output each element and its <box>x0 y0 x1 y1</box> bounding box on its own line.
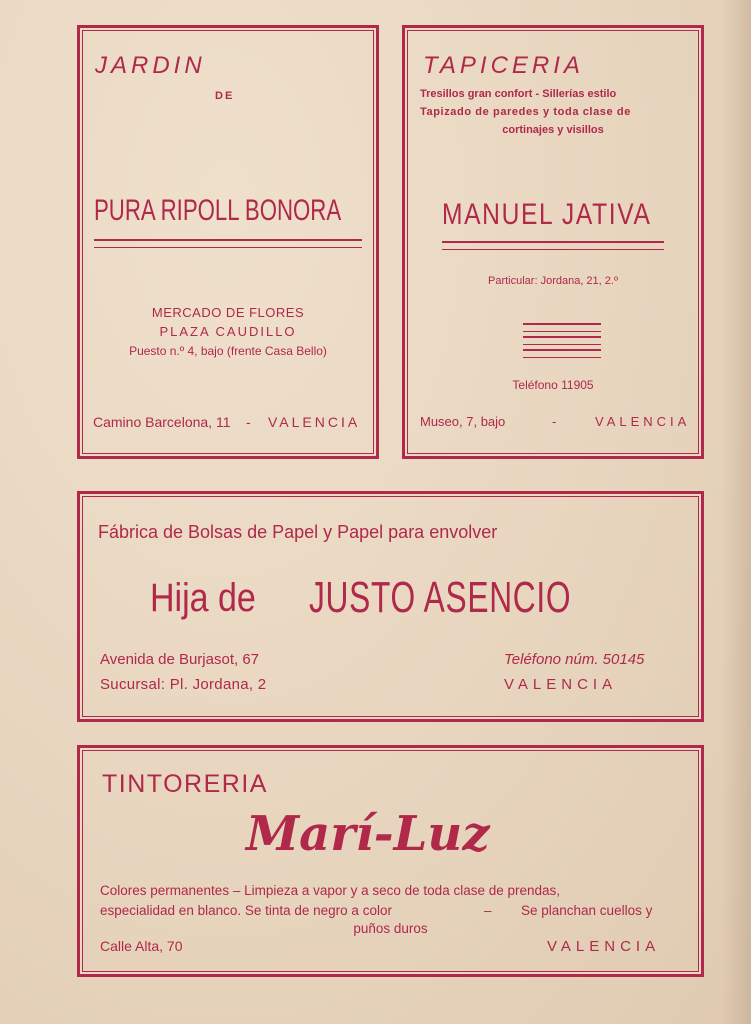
ad-tapiceria-name: MANUEL JATIVA <box>442 198 652 231</box>
ad-tapiceria-ornament-1 <box>523 323 601 332</box>
ad-jardin-line2: PLAZA CAUDILLO <box>159 324 297 339</box>
ad-justo-name: JUSTO ASENCIO <box>309 573 572 622</box>
ad-tapiceria-private: Particular: Jordana, 21, 2.º <box>488 275 618 287</box>
ad-tapiceria-city: VALENCIA <box>595 414 691 429</box>
ad-tintoreria-line2-dash: – <box>484 903 492 918</box>
ad-jardin <box>77 25 379 459</box>
ad-tapiceria-ornament-2 <box>523 336 601 345</box>
ad-jardin-name: PURA RIPOLL BONORA <box>94 194 342 227</box>
ad-justo-city: VALENCIA <box>504 676 618 693</box>
ad-justo-name-prefix: Hija de <box>150 576 256 620</box>
ad-tintoreria-address: Calle Alta, 70 <box>100 938 183 954</box>
ad-tintoreria-line1: Colores permanentes – Limpieza a vapor y a seco de toda clase de prendas, <box>100 883 561 898</box>
ad-tintoreria-line2b: Se planchan cuellos y <box>521 903 653 918</box>
ad-tintoreria-title: TINTORERIA <box>102 770 268 798</box>
ad-tapiceria-ornament-3 <box>523 349 601 358</box>
ad-tintoreria-line3: puños duros <box>353 921 428 936</box>
ad-justo-address1: Avenida de Burjasot, 67 <box>100 651 260 668</box>
ad-tapiceria-address: Museo, 7, bajo <box>420 414 506 429</box>
ad-tintoreria-name: Marí-Luz <box>246 806 490 862</box>
ad-tapiceria-line1: Tresillos gran confort - Sillerías estilo <box>420 88 617 100</box>
ad-jardin-line3: Puesto n.º 4, bajo (frente Casa Bello) <box>129 344 327 358</box>
ad-tapiceria-title: TAPICERIA <box>423 52 584 79</box>
ad-jardin-rule <box>94 239 362 248</box>
ad-justo-tagline: Fábrica de Bolsas de Papel y Papel para envolver <box>98 522 498 542</box>
ad-tapiceria-line2: Tapizado de paredes y toda clase de <box>420 106 631 118</box>
ad-tapiceria-phone: Teléfono 11905 <box>512 378 594 392</box>
ad-jardin-dash: - <box>246 414 251 430</box>
ad-jardin-de: DE <box>215 90 235 102</box>
ad-jardin-address: Camino Barcelona, 11 <box>93 414 231 430</box>
page-edge-shadow <box>721 0 751 1024</box>
ad-justo-asencio <box>77 491 704 722</box>
ad-jardin-title: JARDIN <box>95 52 206 79</box>
ad-tapiceria-rule <box>442 241 664 250</box>
ad-justo-address2: Sucursal: Pl. Jordana, 2 <box>100 676 267 693</box>
ad-tintoreria-city: VALENCIA <box>547 938 661 955</box>
ad-tapiceria-dash: - <box>552 414 557 429</box>
ad-jardin-city: VALENCIA <box>268 414 361 430</box>
ad-jardin-line1: MERCADO DE FLORES <box>151 305 305 320</box>
ad-tapiceria-line3: cortinajes y visillos <box>502 124 604 136</box>
ad-justo-phone: Teléfono núm. 50145 <box>504 651 645 668</box>
ad-tintoreria <box>77 745 704 977</box>
ad-tapiceria <box>402 25 704 459</box>
ad-tintoreria-line2a: especialidad en blanco. Se tinta de negro a color <box>100 903 392 918</box>
